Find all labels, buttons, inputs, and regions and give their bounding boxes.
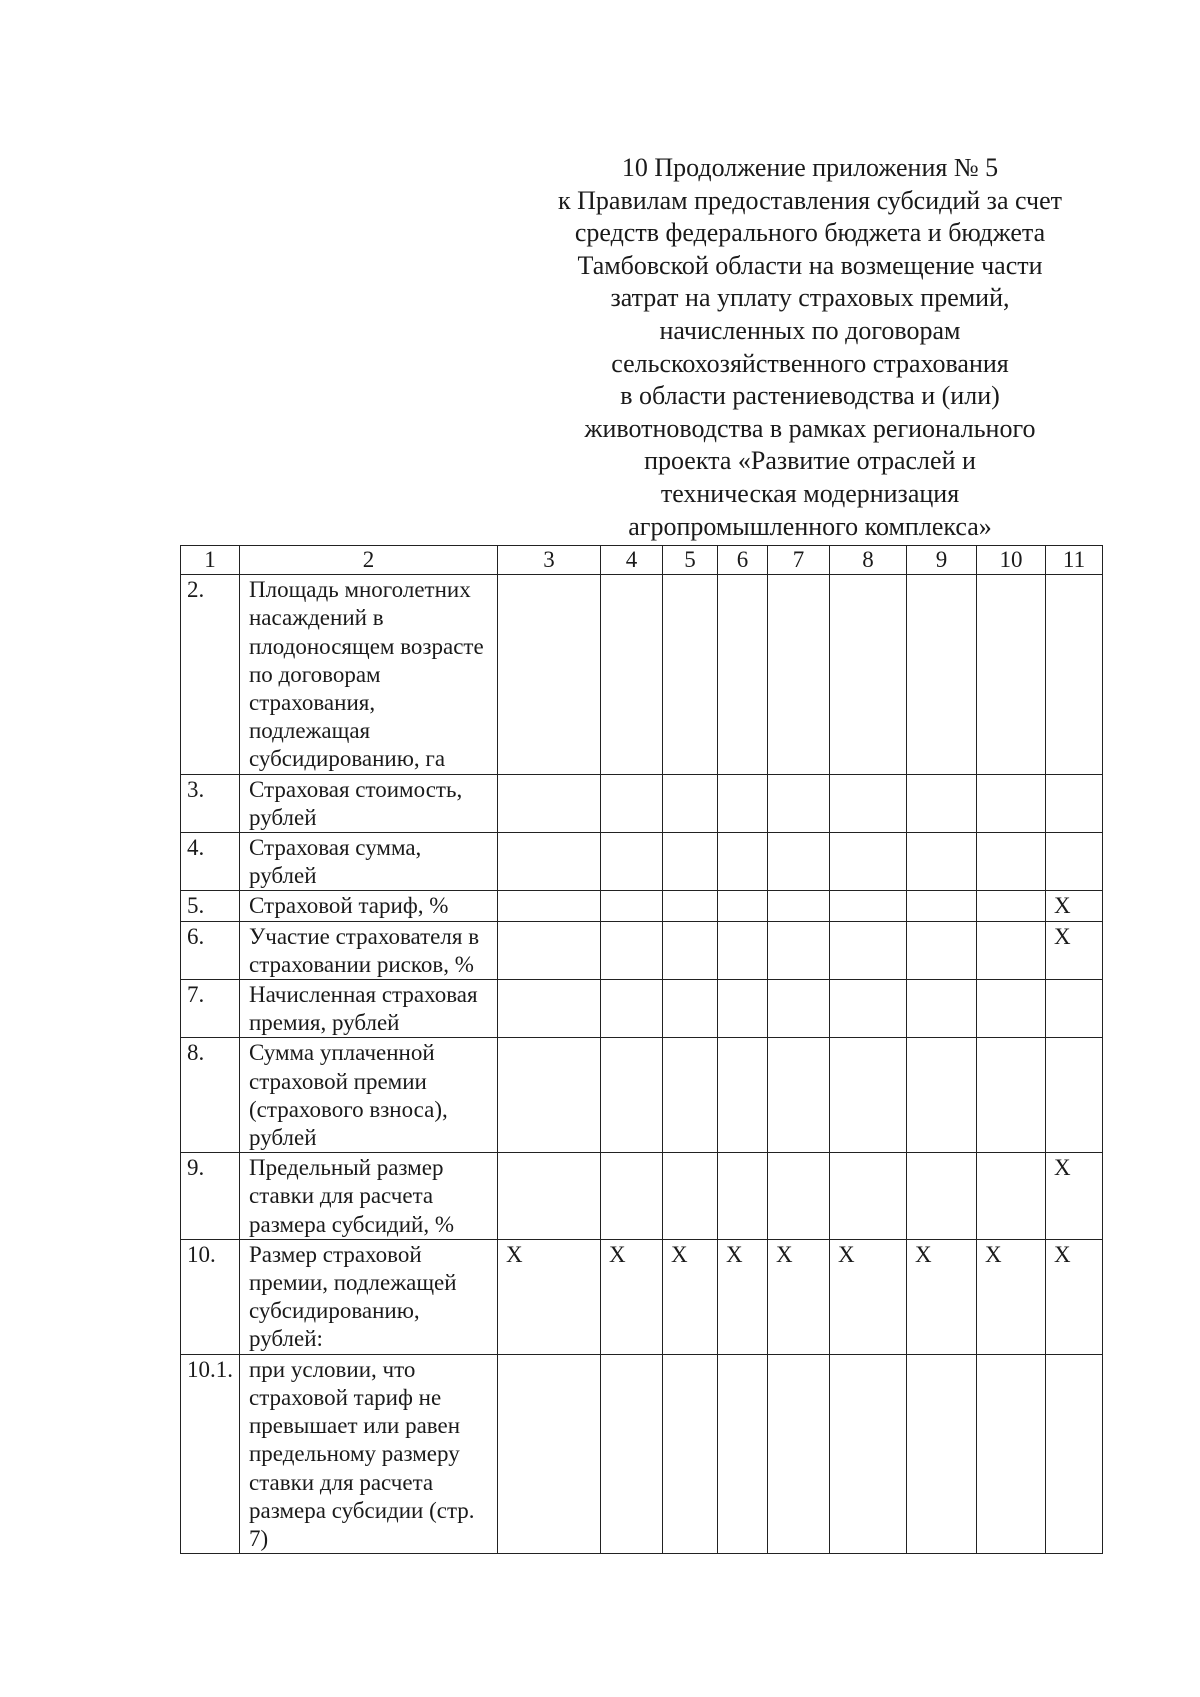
value-cell — [498, 1153, 601, 1240]
value-cell — [907, 774, 977, 832]
value-cell — [663, 833, 718, 891]
header-line: к Правилам предоставления субсидий за счет — [558, 185, 1062, 215]
table-row — [181, 833, 1103, 891]
column-header: 7 — [768, 546, 830, 575]
header-line: сельскохозяйственного страхования — [611, 348, 1009, 378]
value-cell — [768, 891, 830, 921]
value-cell — [768, 833, 830, 891]
row-indicator-name: Размер страховой премии, подлежащей субсидированию, рублей: — [240, 1239, 498, 1354]
value-cell — [718, 575, 768, 774]
value-cell — [977, 774, 1046, 832]
value-cell — [601, 774, 663, 832]
row-number: 8. — [181, 1038, 240, 1153]
value-cell — [830, 575, 907, 774]
value-cell: X — [907, 1239, 977, 1354]
value-cell — [663, 1038, 718, 1153]
row-indicator-name: Страховая сумма, рублей — [240, 833, 498, 891]
row-indicator-name: Участие страхователя в страховании рисков, % — [240, 921, 498, 979]
row-number: 7. — [181, 980, 240, 1038]
row-indicator-name: Предельный размер ставки для расчета размера субсидий, % — [240, 1153, 498, 1240]
value-cell — [601, 1354, 663, 1553]
value-cell — [977, 1354, 1046, 1553]
value-cell — [977, 921, 1046, 979]
value-cell: X — [1046, 891, 1103, 921]
value-cell — [830, 1038, 907, 1153]
value-cell: X — [1046, 1153, 1103, 1240]
value-cell — [663, 980, 718, 1038]
value-cell — [663, 1354, 718, 1553]
column-header: 2 — [240, 546, 498, 575]
column-header: 3 — [498, 546, 601, 575]
value-cell — [718, 921, 768, 979]
column-header: 11 — [1046, 546, 1103, 575]
value-cell — [830, 833, 907, 891]
value-cell — [498, 1038, 601, 1153]
value-cell — [830, 774, 907, 832]
header-line: начисленных по договорам — [659, 315, 961, 345]
value-cell — [663, 891, 718, 921]
table-row — [181, 575, 1103, 774]
value-cell — [601, 980, 663, 1038]
column-header: 6 — [718, 546, 768, 575]
value-cell — [907, 1153, 977, 1240]
row-number: 2. — [181, 575, 240, 774]
value-cell — [1046, 1354, 1103, 1553]
value-cell — [977, 575, 1046, 774]
row-indicator-name: Сумма уплаченной страховой премии (страхового взноса), рублей — [240, 1038, 498, 1153]
value-cell — [498, 921, 601, 979]
appendix-header — [520, 152, 1100, 543]
header-line: Тамбовской области на возмещение части — [577, 250, 1043, 280]
table-row — [181, 1038, 1103, 1153]
value-cell — [718, 891, 768, 921]
value-cell — [830, 921, 907, 979]
column-header: 10 — [977, 546, 1046, 575]
value-cell: X — [663, 1239, 718, 1354]
row-indicator-name: Площадь многолетних насаждений в плодоносящем возрасте по договорам страхования, подлежащая субсидированию, га — [240, 575, 498, 774]
header-line: проекта «Развитие отраслей и — [644, 446, 976, 476]
value-cell — [663, 921, 718, 979]
value-cell — [601, 575, 663, 774]
value-cell — [768, 1038, 830, 1153]
value-cell — [907, 1354, 977, 1553]
column-header: 4 — [601, 546, 663, 575]
table-row — [181, 891, 1103, 921]
value-cell — [768, 1354, 830, 1553]
value-cell — [830, 980, 907, 1038]
header-line: средств федерального бюджета и бюджета — [574, 218, 1046, 248]
value-cell — [768, 1153, 830, 1240]
value-cell — [907, 575, 977, 774]
value-cell — [768, 774, 830, 832]
row-number: 10. — [181, 1239, 240, 1354]
value-cell — [601, 891, 663, 921]
value-cell — [601, 1153, 663, 1240]
row-indicator-name: при условии, что страховой тариф не превышает или равен предельному размеру ставки для расчета размера субсидии (стр. 7) — [240, 1354, 498, 1553]
value-cell: X — [498, 1239, 601, 1354]
value-cell — [907, 980, 977, 1038]
value-cell: X — [1046, 1239, 1103, 1354]
value-cell — [498, 575, 601, 774]
row-indicator-name: Страховой тариф, % — [240, 891, 498, 921]
row-number: 3. — [181, 774, 240, 832]
column-header: 1 — [181, 546, 240, 575]
value-cell: X — [601, 1239, 663, 1354]
value-cell — [498, 1354, 601, 1553]
value-cell — [498, 774, 601, 832]
value-cell — [601, 1038, 663, 1153]
column-header: 9 — [907, 546, 977, 575]
table-row — [181, 921, 1103, 979]
value-cell — [718, 1153, 768, 1240]
header-line: техническая модернизация — [660, 478, 960, 508]
value-cell — [768, 575, 830, 774]
table-row — [181, 1153, 1103, 1240]
value-cell — [977, 1153, 1046, 1240]
value-cell — [830, 1354, 907, 1553]
value-cell — [1046, 1038, 1103, 1153]
value-cell — [498, 891, 601, 921]
value-cell — [498, 833, 601, 891]
value-cell — [718, 833, 768, 891]
row-number: 4. — [181, 833, 240, 891]
table-row — [181, 1239, 1103, 1354]
value-cell — [977, 833, 1046, 891]
value-cell — [1046, 980, 1103, 1038]
row-number: 10.1. — [181, 1354, 240, 1553]
table-row — [181, 1354, 1103, 1553]
row-indicator-name: Страховая стоимость, рублей — [240, 774, 498, 832]
value-cell — [830, 891, 907, 921]
value-cell — [977, 980, 1046, 1038]
value-cell — [907, 891, 977, 921]
value-cell — [663, 1153, 718, 1240]
value-cell — [907, 921, 977, 979]
value-cell — [768, 921, 830, 979]
value-cell — [601, 833, 663, 891]
row-number: 5. — [181, 891, 240, 921]
table-row — [181, 774, 1103, 832]
value-cell — [1046, 774, 1103, 832]
table-row — [181, 980, 1103, 1038]
value-cell — [1046, 833, 1103, 891]
value-cell: X — [977, 1239, 1046, 1354]
value-cell — [718, 774, 768, 832]
value-cell: X — [1046, 921, 1103, 979]
value-cell — [977, 1038, 1046, 1153]
header-line: затрат на уплату страховых премий, — [610, 283, 1010, 313]
value-cell — [663, 575, 718, 774]
column-header-row — [181, 546, 1103, 575]
value-cell — [601, 921, 663, 979]
header-line: агропромышленного комплекса» — [628, 511, 992, 541]
header-line: в области растениеводства и (или) — [620, 381, 1000, 411]
header-line: 10 Продолжение приложения № 5 — [621, 153, 999, 182]
value-cell — [768, 980, 830, 1038]
value-cell — [1046, 575, 1103, 774]
value-cell — [718, 1038, 768, 1153]
value-cell — [718, 1354, 768, 1553]
row-indicator-name: Начисленная страховая премия, рублей — [240, 980, 498, 1038]
value-cell — [977, 891, 1046, 921]
header-line: животноводства в рамках регионального — [584, 413, 1036, 443]
row-number: 6. — [181, 921, 240, 979]
column-header: 8 — [830, 546, 907, 575]
value-cell — [498, 980, 601, 1038]
value-cell: X — [768, 1239, 830, 1354]
value-cell: X — [718, 1239, 768, 1354]
value-cell — [907, 833, 977, 891]
row-number: 9. — [181, 1153, 240, 1240]
value-cell — [718, 980, 768, 1038]
value-cell — [830, 1153, 907, 1240]
insurance-data-table — [180, 545, 1103, 1554]
value-cell — [663, 774, 718, 832]
column-header: 5 — [663, 546, 718, 575]
value-cell — [907, 1038, 977, 1153]
value-cell: X — [830, 1239, 907, 1354]
